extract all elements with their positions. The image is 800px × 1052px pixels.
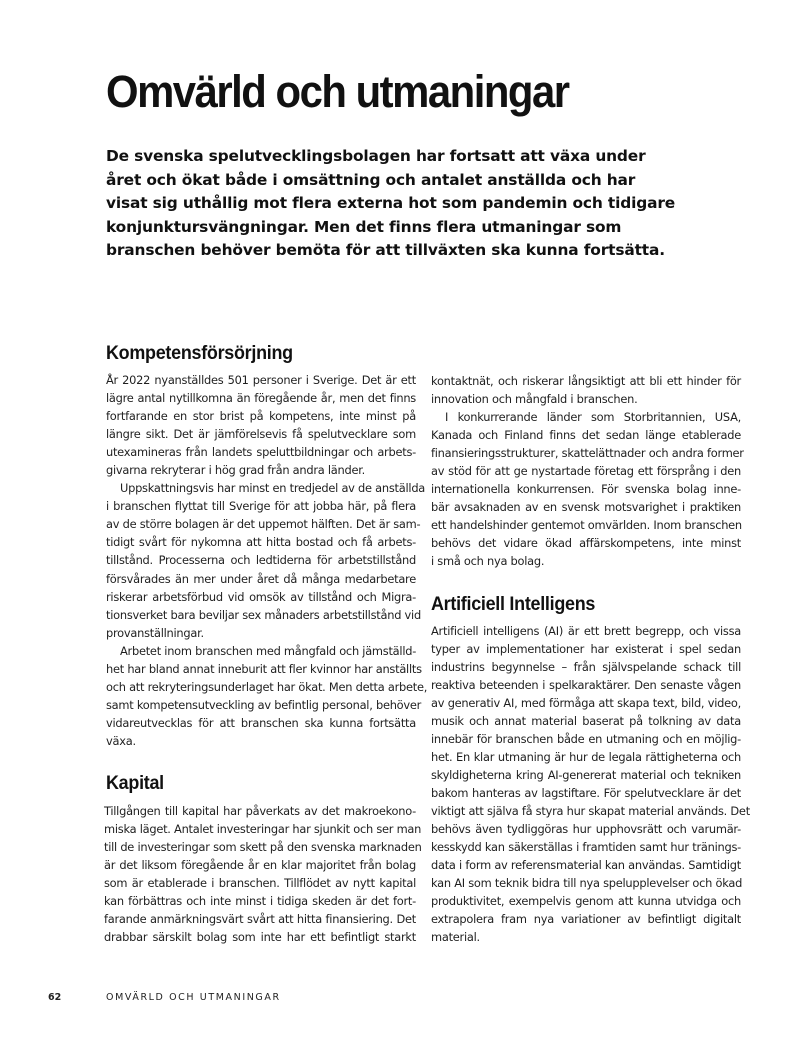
body-line: är det liksom föregående år en klar majoritet från bolag [104,858,416,873]
paragraph-kompetens-3 [106,642,428,750]
body-line: kontaktnät, och riskerar långsiktigt att bli ett hinder för [431,374,741,388]
body-line: bakom hanteras av lagstiftare. För spelutvecklare är det [431,785,741,800]
lead-paragraph [106,145,676,263]
body-line: behövs det vidare ökad affärskompetens, inte minst [431,536,741,551]
lead-line: konjunktursvängningar. Men det finns flera utmaningar som [106,217,622,236]
body-line: vidareutvecklas för att branschen ska kunna fortsätta [106,715,416,730]
body-line: samt kompetensutveckling av befintlig personal, behöver [106,697,422,712]
body-line: bär avsaknaden av en svensk motsvarighet i praktiken [431,500,741,515]
body-line: miska läget. Antalet investeringar har sjunkit och ser man [104,822,422,837]
lead-line: visat sig uthållig mot flera externa hot som pandemin och tidigare [106,194,676,212]
body-line: växa. [106,733,136,748]
body-line: av stöd för att ge nystartade företag ett försprång i den [431,464,741,479]
paragraph-kompetens-1 [106,371,416,479]
body-line: Kanada och Finland finns det sedan länge etablerade [431,428,741,443]
body-line: kan AI som teknik bidra till nya spelupplevelser och ökad [431,876,743,891]
body-line: reaktiva beteenden i spelkaraktärer. Den senaste vågen [431,677,741,692]
body-line: Uppskattningsvis har minst en tredjedel av de anställda [120,481,426,496]
body-line: tillstånd. Processerna och ledtiderna för arbetstillstånd [106,553,416,568]
body-line: till de investeringar som skett på den svenska marknaden [104,840,422,855]
body-line: extrapolera fram nya variationer av befintligt digitalt [431,912,741,927]
body-line: längre sikt. Det är jämförelsevis få spelutvecklare som [106,427,416,442]
left-column [104,340,428,946]
body-line: riskerar arbetsförbud vid omsök av tillstånd och Migra- [106,589,416,604]
body-line: och att rekryteringsunderlaget har ökat. Men detta arbete, [106,679,428,694]
body-line: produktivitet, exempelvis genom att kunna utvidga och [431,894,741,909]
body-line: kan förbättras och inte minst i tidiga skeden är det fort- [104,894,416,909]
right-column [431,372,750,946]
body-line: material. [431,930,480,945]
body-line: skyldigheterna kring AI-genererat material och tekniken [431,767,741,782]
paragraph-kapital [104,802,422,946]
body-line: fortfarande en stor brist på kompetens, inte minst på [106,409,416,424]
body-line: innebär för branschen både en utmaning och en möjlig- [431,731,741,746]
page-title: Omvärld och utmaningar [106,66,569,117]
body-line: utexamineras från landets speluttbildningar och arbets- [106,445,416,460]
body-line: farande anmärkningsvärt svårt att hitta finansiering. Det [104,912,416,927]
body-line: drabbar särskilt bolag som inte har ett befintligt starkt [104,930,416,945]
body-line: Arbetet inom branschen med mångfald och jämställd- [120,643,417,658]
paragraph-kapital-continued [431,372,741,408]
body-line: industrins begynnelse – från självspelande schack till [431,659,741,674]
body-line: av generativ AI, med förmåga att skapa text, bild, video, [431,695,741,710]
body-line: kesskydd kan säkerställas i framtiden samt hur tränings- [431,840,741,855]
heading-kompetensforsorjning: Kompetensförsörjning [106,342,293,364]
running-footer-title: OMVÄRLD OCH UTMANINGAR [106,992,281,1003]
body-line: som är etablerade i branschen. Tillflödet av nytt kapital [104,876,416,891]
body-line: internationella konkurrensen. För svenska bolag inne- [431,482,741,497]
body-line: musik och annat material baserat på tolkning av data [431,713,741,728]
lead-line: De svenska spelutvecklingsbolagen har fortsatt att växa under [106,147,646,165]
body-line: het har bland annat inneburit att fler kvinnor har anställts [106,661,422,676]
body-line: finansieringsstrukturer, skattelättnader och andra former [431,446,744,461]
body-line: försvårades än mer under året då många medarbetare [106,571,416,586]
body-line: av de större bolagen är det uppemot hälften. Det är sam- [106,517,421,532]
body-line: givarna rekryterar i hög grad från andra länder. [106,463,365,478]
lead-line: året och ökat både i omsättning och antalet anställda och har [106,170,636,189]
paragraph-kapital-2 [431,408,744,570]
body-line: lägre antal nytillkomna än föregående år, men det finns [106,391,416,406]
body-line: i små och nya bolag. [431,554,545,569]
paragraph-ai [431,622,750,947]
body-line: het. En klar utmaning är hur de legala rättigheterna och [431,749,741,764]
lead-line: branschen behöver bemöta för att tillväxten ska kunna fortsätta. [106,241,665,259]
body-line: År 2022 nyanställdes 501 personer i Sverige. Det är ett [106,373,416,387]
body-line: tionsverket bara beviljar sex månaders arbetstillstånd vid [106,607,421,622]
body-line: Tillgången till kapital har påverkats av det makroekono- [104,803,416,818]
body-line: innovation och mångfald i branschen. [431,392,638,407]
body-line: i branschen flyttat till Sverige för att jobba här, på flera [106,499,416,514]
heading-kapital: Kapital [106,771,164,794]
body-line: data i form av referensmaterial kan användas. Samtidigt [431,858,741,873]
body-line: I konkurrerande länder som Storbritannien, USA, [445,410,741,425]
body-line: viktigt att själva få styra hur skapat material används. Det [431,803,750,818]
page-number: 62 [48,992,62,1003]
body-line: provanställningar. [106,625,204,640]
paragraph-kompetens-2 [106,479,426,641]
heading-artificiell-intelligens: Artificiell Intelligens [431,592,596,615]
body-line: Artificiell intelligens (AI) är ett brett begrepp, och vissa [431,623,741,638]
body-line: tidigt svårt för nykomna att hitta bostad och få arbets- [106,535,416,550]
body-line: typer av implementationer har existerat i spel sedan [431,641,741,656]
body-line: behövs även tydliggöras hur upphovsrätt och varumär- [431,822,741,837]
body-line: ett handelshinder gentemot omvärlden. Inom branschen [431,518,742,533]
